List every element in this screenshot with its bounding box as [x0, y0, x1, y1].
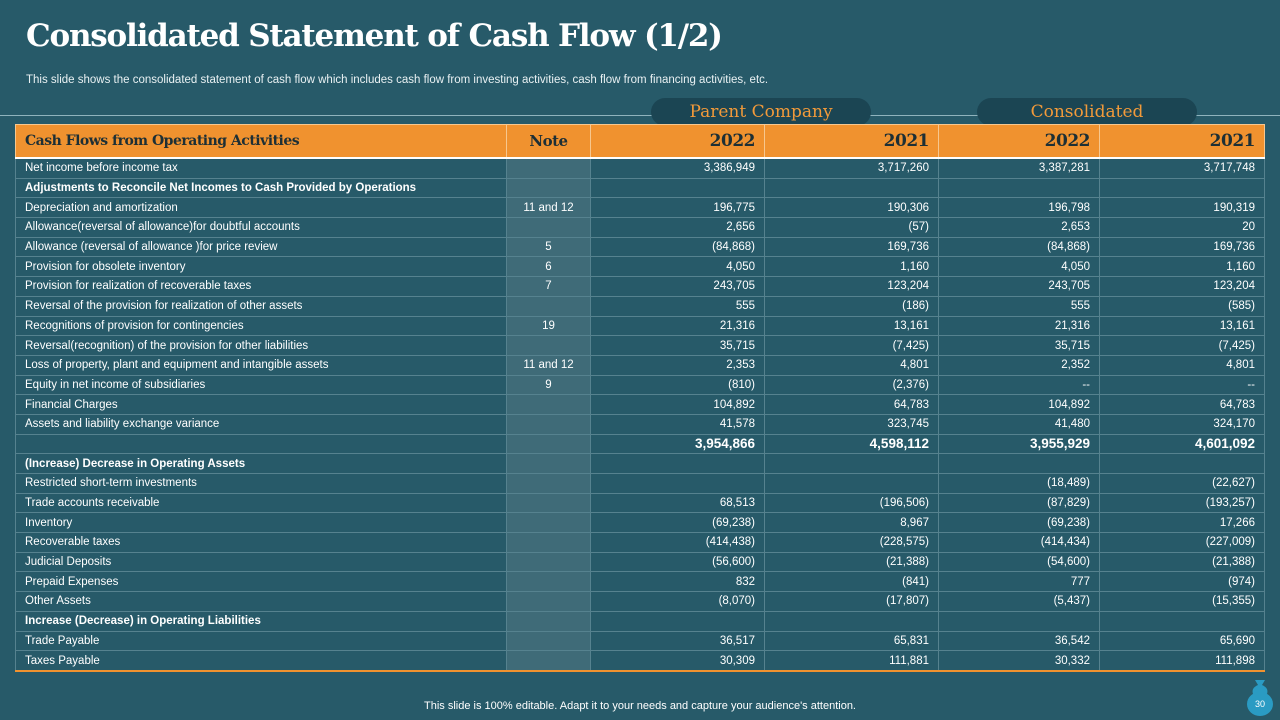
table-row	[16, 434, 1265, 454]
cell-parent-2022	[591, 474, 765, 494]
cell-note: 6	[507, 257, 591, 277]
cell-parent-2022: 2,353	[591, 355, 765, 375]
cell-consolidated-2022: 21,316	[939, 316, 1100, 336]
cell-label: Depreciation and amortization	[16, 198, 507, 218]
table-row	[16, 336, 1265, 356]
cell-consolidated-2022: (414,434)	[939, 533, 1100, 553]
cell-label: Adjustments to Reconcile Net Incomes to Cash Provided by Operations	[16, 178, 507, 198]
table-row	[16, 651, 1265, 671]
cell-parent-2021: (21,388)	[765, 552, 939, 572]
footer-note: This slide is 100% editable. Adapt it to your needs and capture your audience's attention.	[424, 700, 856, 712]
cell-parent-2022: 832	[591, 572, 765, 592]
cell-note: 11 and 12	[507, 198, 591, 218]
cell-consolidated-2021: 111,898	[1100, 651, 1265, 671]
cell-consolidated-2021: 169,736	[1100, 237, 1265, 257]
cell-label: Financial Charges	[16, 395, 507, 415]
cell-parent-2022: 3,954,866	[591, 434, 765, 454]
cell-consolidated-2021: 3,717,748	[1100, 158, 1265, 178]
cell-label: Taxes Payable	[16, 651, 507, 671]
cell-parent-2021: 4,801	[765, 355, 939, 375]
cell-parent-2022: 68,513	[591, 493, 765, 513]
table-row	[16, 316, 1265, 336]
cell-note	[507, 414, 591, 434]
cell-parent-2022: (84,868)	[591, 237, 765, 257]
cell-parent-2021: (186)	[765, 296, 939, 316]
cell-note	[507, 552, 591, 572]
cell-parent-2021: 3,717,260	[765, 158, 939, 178]
table-row	[16, 493, 1265, 513]
header-parent-2022: 2022	[591, 125, 765, 159]
cell-consolidated-2021	[1100, 454, 1265, 474]
header-consolidated-2022: 2022	[939, 125, 1100, 159]
cell-label: Reversal(recognition) of the provision for other liabilities	[16, 336, 507, 356]
cell-consolidated-2022: 41,480	[939, 414, 1100, 434]
cell-parent-2021: (841)	[765, 572, 939, 592]
cell-parent-2021: (2,376)	[765, 375, 939, 395]
cell-consolidated-2022: (54,600)	[939, 552, 1100, 572]
cell-consolidated-2021: (15,355)	[1100, 592, 1265, 612]
cell-label: Trade Payable	[16, 631, 507, 651]
cell-note	[507, 336, 591, 356]
cell-note	[507, 572, 591, 592]
table-row	[16, 533, 1265, 553]
cell-parent-2021: 64,783	[765, 395, 939, 415]
cell-parent-2022: 104,892	[591, 395, 765, 415]
table-row	[16, 592, 1265, 612]
cell-note: 19	[507, 316, 591, 336]
cell-consolidated-2022: 104,892	[939, 395, 1100, 415]
cell-note	[507, 513, 591, 533]
cell-parent-2022	[591, 178, 765, 198]
cell-consolidated-2021: --	[1100, 375, 1265, 395]
cell-label: Prepaid Expenses	[16, 572, 507, 592]
cell-parent-2022: 555	[591, 296, 765, 316]
cell-consolidated-2021: (22,627)	[1100, 474, 1265, 494]
cell-note: 7	[507, 277, 591, 297]
cell-parent-2022: 41,578	[591, 414, 765, 434]
table-row	[16, 257, 1265, 277]
header-activities: Cash Flows from Operating Activities	[16, 125, 507, 159]
cell-parent-2021: 4,598,112	[765, 434, 939, 454]
cell-note: 11 and 12	[507, 355, 591, 375]
slide-title: Consolidated Statement of Cash Flow (1/2)	[26, 18, 722, 54]
cell-consolidated-2021: (21,388)	[1100, 552, 1265, 572]
cell-label	[16, 434, 507, 454]
table-row	[16, 158, 1265, 178]
cell-consolidated-2022: --	[939, 375, 1100, 395]
cell-label: Provision for realization of recoverable taxes	[16, 277, 507, 297]
cell-consolidated-2022: (5,437)	[939, 592, 1100, 612]
cell-consolidated-2021: 65,690	[1100, 631, 1265, 651]
cell-parent-2022	[591, 454, 765, 474]
cell-note	[507, 218, 591, 238]
cell-parent-2021	[765, 454, 939, 474]
cell-consolidated-2022: 3,955,929	[939, 434, 1100, 454]
parent-company-label: Parent Company	[651, 98, 871, 126]
cell-consolidated-2021: 324,170	[1100, 414, 1265, 434]
cell-consolidated-2021: (193,257)	[1100, 493, 1265, 513]
cell-parent-2021: 65,831	[765, 631, 939, 651]
cell-label: Restricted short-term investments	[16, 474, 507, 494]
cell-note	[507, 651, 591, 671]
table-row	[16, 218, 1265, 238]
cell-label: Loss of property, plant and equipment and intangible assets	[16, 355, 507, 375]
cell-label: (Increase) Decrease in Operating Assets	[16, 454, 507, 474]
cell-parent-2021: (196,506)	[765, 493, 939, 513]
cell-label: Provision for obsolete inventory	[16, 257, 507, 277]
cell-note	[507, 533, 591, 553]
cell-label: Net income before income tax	[16, 158, 507, 178]
cell-parent-2021: 190,306	[765, 198, 939, 218]
cell-consolidated-2021: (585)	[1100, 296, 1265, 316]
cell-consolidated-2022: (69,238)	[939, 513, 1100, 533]
cell-parent-2021: 323,745	[765, 414, 939, 434]
table-row	[16, 277, 1265, 297]
cell-parent-2022: 36,517	[591, 631, 765, 651]
cell-consolidated-2021: 20	[1100, 218, 1265, 238]
cell-consolidated-2022: 35,715	[939, 336, 1100, 356]
table-row	[16, 454, 1265, 474]
cell-consolidated-2022: (84,868)	[939, 237, 1100, 257]
table-row	[16, 178, 1265, 198]
cell-note: 9	[507, 375, 591, 395]
cell-consolidated-2021: 13,161	[1100, 316, 1265, 336]
table-row	[16, 237, 1265, 257]
cell-consolidated-2021: (974)	[1100, 572, 1265, 592]
cell-consolidated-2022: 30,332	[939, 651, 1100, 671]
cell-label: Recognitions of provision for contingencies	[16, 316, 507, 336]
cell-parent-2021: 123,204	[765, 277, 939, 297]
cell-parent-2022	[591, 611, 765, 631]
cell-parent-2022: 243,705	[591, 277, 765, 297]
table-row	[16, 375, 1265, 395]
cell-consolidated-2022	[939, 611, 1100, 631]
cell-consolidated-2022: 777	[939, 572, 1100, 592]
cell-consolidated-2022: 2,352	[939, 355, 1100, 375]
cell-consolidated-2021: 1,160	[1100, 257, 1265, 277]
cell-consolidated-2022: 4,050	[939, 257, 1100, 277]
cell-label: Reversal of the provision for realization of other assets	[16, 296, 507, 316]
cell-consolidated-2022	[939, 454, 1100, 474]
cell-note	[507, 434, 591, 454]
cell-parent-2022: (810)	[591, 375, 765, 395]
cell-parent-2021: (17,807)	[765, 592, 939, 612]
cell-label: Recoverable taxes	[16, 533, 507, 553]
header-consolidated-2021: 2021	[1100, 125, 1265, 159]
cell-consolidated-2022: 243,705	[939, 277, 1100, 297]
cash-flow-table	[15, 124, 1265, 672]
cell-note	[507, 493, 591, 513]
page-number: 30	[1247, 692, 1273, 716]
cell-parent-2022: 3,386,949	[591, 158, 765, 178]
cell-parent-2021: 8,967	[765, 513, 939, 533]
cell-consolidated-2022: 3,387,281	[939, 158, 1100, 178]
cell-parent-2022: 4,050	[591, 257, 765, 277]
cell-parent-2021: 1,160	[765, 257, 939, 277]
cell-label: Inventory	[16, 513, 507, 533]
table-row	[16, 296, 1265, 316]
table-row	[16, 395, 1265, 415]
cell-consolidated-2021: 4,601,092	[1100, 434, 1265, 454]
cell-label: Assets and liability exchange variance	[16, 414, 507, 434]
cell-consolidated-2021: 190,319	[1100, 198, 1265, 218]
cell-parent-2022: (8,070)	[591, 592, 765, 612]
table-row	[16, 552, 1265, 572]
cell-note	[507, 631, 591, 651]
header-parent-2021: 2021	[765, 125, 939, 159]
cell-label: Allowance (reversal of allowance )for price review	[16, 237, 507, 257]
cell-consolidated-2021: 64,783	[1100, 395, 1265, 415]
cell-parent-2022: 21,316	[591, 316, 765, 336]
cell-parent-2022: 30,309	[591, 651, 765, 671]
table-row	[16, 631, 1265, 651]
cell-note	[507, 395, 591, 415]
table-row	[16, 572, 1265, 592]
table-row	[16, 513, 1265, 533]
cell-parent-2022: (56,600)	[591, 552, 765, 572]
table-row	[16, 355, 1265, 375]
cell-parent-2021: (228,575)	[765, 533, 939, 553]
cell-parent-2022: 196,775	[591, 198, 765, 218]
cell-consolidated-2021: (7,425)	[1100, 336, 1265, 356]
cell-label: Allowance(reversal of allowance)for doubtful accounts	[16, 218, 507, 238]
table-header-row	[16, 125, 1265, 159]
cell-parent-2021	[765, 611, 939, 631]
cell-parent-2021	[765, 178, 939, 198]
cell-parent-2022: (69,238)	[591, 513, 765, 533]
cell-consolidated-2022: (18,489)	[939, 474, 1100, 494]
table-row	[16, 198, 1265, 218]
cell-parent-2022: 35,715	[591, 336, 765, 356]
cell-consolidated-2021: 17,266	[1100, 513, 1265, 533]
cell-consolidated-2022: 2,653	[939, 218, 1100, 238]
cell-parent-2022: (414,438)	[591, 533, 765, 553]
cell-parent-2021: 111,881	[765, 651, 939, 671]
cell-consolidated-2021	[1100, 178, 1265, 198]
cell-note: 5	[507, 237, 591, 257]
table-row	[16, 474, 1265, 494]
cell-consolidated-2021: (227,009)	[1100, 533, 1265, 553]
consolidated-label: Consolidated	[977, 98, 1197, 126]
cell-consolidated-2021: 123,204	[1100, 277, 1265, 297]
cell-parent-2021: 169,736	[765, 237, 939, 257]
page-badge	[1247, 678, 1273, 716]
cell-consolidated-2021: 4,801	[1100, 355, 1265, 375]
cell-label: Trade accounts receivable	[16, 493, 507, 513]
cell-parent-2022: 2,656	[591, 218, 765, 238]
cell-note	[507, 592, 591, 612]
header-note: Note	[507, 125, 591, 159]
cell-parent-2021: 13,161	[765, 316, 939, 336]
slide-subtitle: This slide shows the consolidated statement of cash flow which includes cash flow from investing activities, cash flow from financing activities, etc.	[26, 74, 769, 86]
cell-consolidated-2022: 36,542	[939, 631, 1100, 651]
table-row	[16, 611, 1265, 631]
cell-parent-2021: (7,425)	[765, 336, 939, 356]
cell-parent-2021: (57)	[765, 218, 939, 238]
cell-note	[507, 611, 591, 631]
cell-label: Judicial Deposits	[16, 552, 507, 572]
cell-label: Equity in net income of subsidiaries	[16, 375, 507, 395]
cell-consolidated-2022: (87,829)	[939, 493, 1100, 513]
cell-note	[507, 178, 591, 198]
cell-consolidated-2021	[1100, 611, 1265, 631]
cell-consolidated-2022	[939, 178, 1100, 198]
cell-consolidated-2022: 196,798	[939, 198, 1100, 218]
cell-note	[507, 474, 591, 494]
cell-note	[507, 454, 591, 474]
cell-label: Other Assets	[16, 592, 507, 612]
cell-consolidated-2022: 555	[939, 296, 1100, 316]
cell-note	[507, 158, 591, 178]
table-row	[16, 414, 1265, 434]
cell-label: Increase (Decrease) in Operating Liabilities	[16, 611, 507, 631]
cell-note	[507, 296, 591, 316]
table-body	[16, 158, 1265, 671]
cell-parent-2021	[765, 474, 939, 494]
